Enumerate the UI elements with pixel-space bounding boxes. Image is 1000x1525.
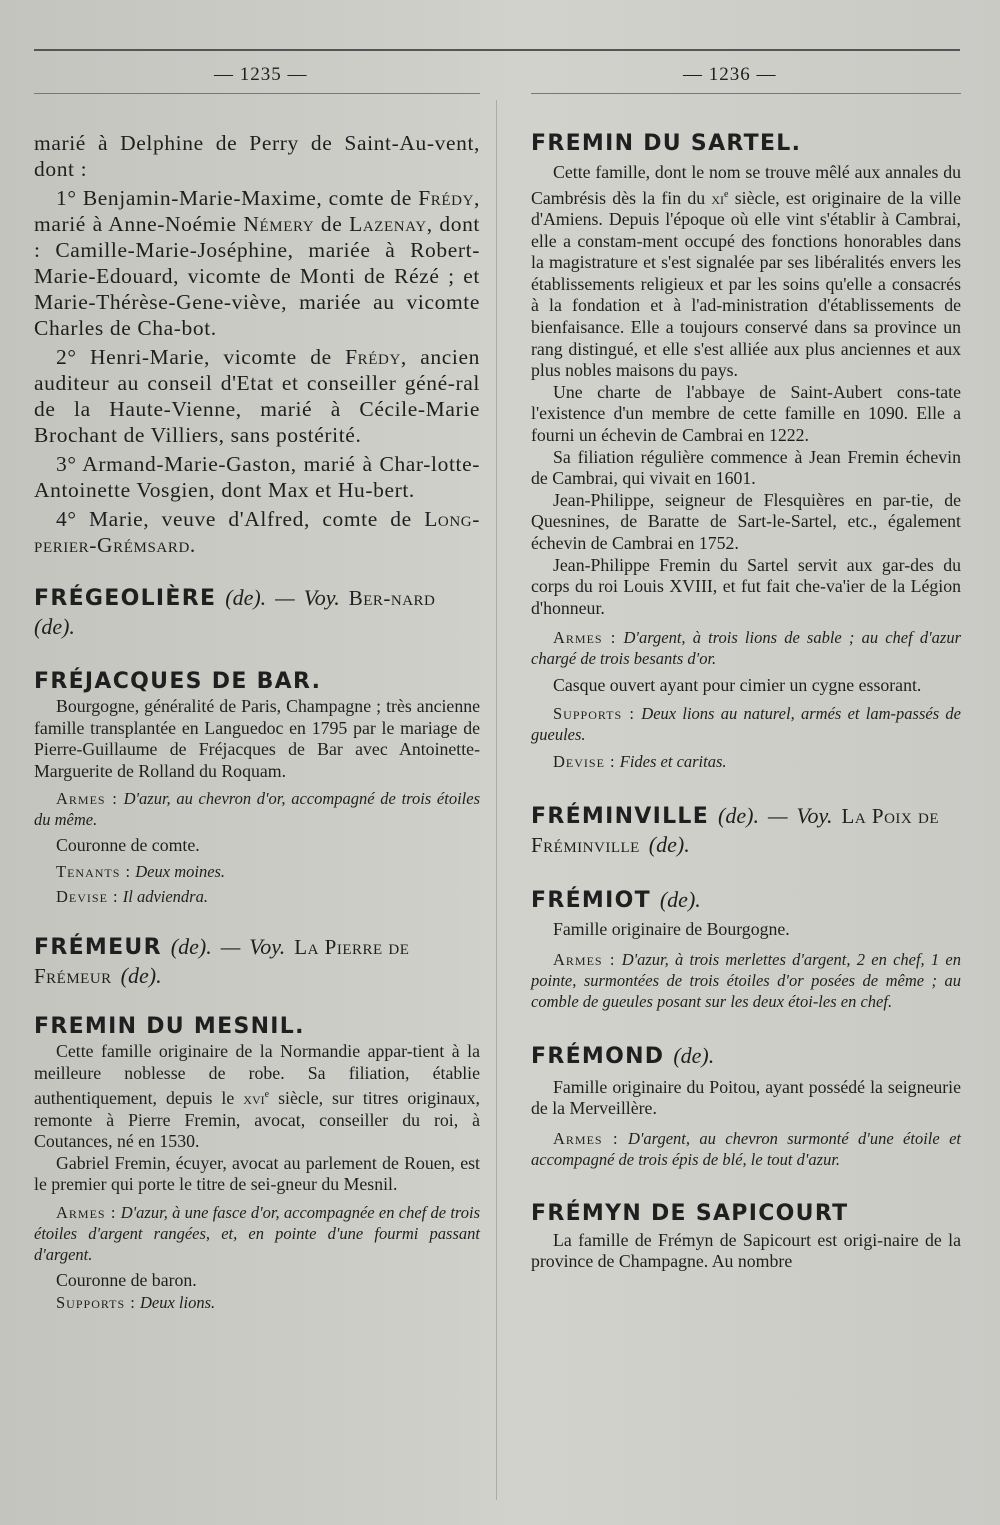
entry-text-fremond: Famille originaire du Poitou, ayant possédé la seigneurie de la Merveillère. bbox=[531, 1076, 961, 1119]
armes-fremond: Armes : D'argent, au chevron surmonté d'une étoile et accompagné de trois épis de blé, le tout d'azur. bbox=[531, 1128, 961, 1169]
entry-heading-fremond: FRÉMOND (de). bbox=[531, 1042, 715, 1069]
right-column bbox=[531, 130, 961, 1273]
entry-text-fremin-sartel-4: Jean-Philippe, seigneur de Flesquières en par-tie, de Quesnines, de Baratte de Sart-le-Sartel, etc., également échevin de Cambrai en 1752. bbox=[531, 489, 961, 554]
entry-heading-fremin-sartel: FREMIN DU SARTEL. bbox=[531, 131, 802, 156]
right-page-number: — 1236 — bbox=[683, 64, 777, 85]
entry-heading-frejacques: FRÉJACQUES DE BAR. bbox=[34, 669, 322, 694]
entry-heading-fremeur: FRÉMEUR (de). — Voy. La Pierre de Frémeur (de). bbox=[34, 933, 410, 988]
armes-frejacques: Armes : D'azur, au chevron d'or, accompagné de trois étoiles du même. bbox=[34, 789, 480, 830]
entry-heading-fremin-mesnil: FREMIN DU MESNIL. bbox=[34, 1013, 305, 1039]
armes-fremin-mesnil: Armes : D'azur, à une fasce d'or, accompagnée en chef de trois étoiles d'argent rangées, et, en pointe d'une fourmi passant d'argent. bbox=[34, 1203, 480, 1265]
left-header-rule bbox=[34, 93, 480, 94]
couronne-fremin-mesnil: Couronne de baron. bbox=[56, 1270, 197, 1291]
devise-fremin-sartel: Devise : Fides et caritas. bbox=[553, 751, 727, 771]
left-column bbox=[34, 130, 480, 1313]
child-item-2: 2° Henri-Marie, vicomte de Frédy, ancien auditeur au conseil d'Etat et conseiller géné-ral de la Haute-Vienne, marié à Cécile-Marie Brochant de Villiers, sans postérité. bbox=[34, 345, 480, 447]
left-page-number: — 1235 — bbox=[214, 64, 308, 85]
entry-heading-fregeoliere: FRÉGEOLIÈRE (de). — Voy. Ber-nard (de). bbox=[34, 585, 436, 639]
entry-text-frejacques: Bourgogne, généralité de Paris, Champagne ; très ancienne famille transplantée en Languedoc en 1795 par le mariage de Pierre-Guillaume de Fréjacques de Bar avec Antoinette-Marguerite de Rolland du Roquam. bbox=[34, 696, 480, 781]
entry-text-fremin-sartel-5: Jean-Philippe Fremin du Sartel servit aux gar-des du corps du roi Louis XVIII, et fut fait che-va'ier de la Légion d'honneur. bbox=[531, 554, 961, 618]
top-rule bbox=[34, 49, 960, 51]
tenants-frejacques: Tenants : Deux moines. bbox=[56, 861, 226, 881]
entry-text-fremin-mesnil-2: Gabriel Fremin, écuyer, avocat au parlement de Rouen, est le premier qui porte le titre de sei-gneur du Mesnil. bbox=[34, 1152, 480, 1195]
entry-heading-freminville: FRÉMINVILLE (de). — Voy. La Poix de Fréminville (de). bbox=[531, 802, 939, 857]
child-item-4: 4° Marie, veuve d'Alfred, comte de Long-perier-Grémsard. bbox=[34, 507, 480, 557]
entry-text-fremin-mesnil-1: Cette famille originaire de la Normandie appar-tient à la meilleure noblesse de robe. Sa filiation, établie authentiquement, depuis le xvi$^e$ siècle, sur titres originaux, remonte à Pierre Fremin, avocat, conseiller du roi, à Coutances, né en 1530. bbox=[34, 1040, 480, 1152]
child-item-1: 1° Benjamin-Marie-Maxime, comte de Frédy, marié à Anne-Noémie Némery de Lazenay, dont : Camille-Marie-Joséphine, mariée à Robert-Marie-Edouard, vicomte de Monti de Rézé ; et Marie-Thérèse-Gene-viève, mariée au vicomte Charles de Cha-bot. bbox=[34, 186, 481, 340]
entry-text-fremyn: La famille de Frémyn de Sapicourt est origi-naire de la province de Champagne. Au nombre bbox=[531, 1229, 961, 1272]
couronne-frejacques: Couronne de comte. bbox=[56, 835, 200, 856]
child-item-3: 3° Armand-Marie-Gaston, marié à Char-lotte-Antoinette Vosgien, dont Max et Hu-bert. bbox=[34, 452, 480, 502]
column-divider bbox=[496, 100, 497, 1500]
armes-fremiot: Armes : D'azur, à trois merlettes d'argent, 2 en chef, 1 en pointe, surmontées de trois étoiles d'or posées de même ; au comble de gueules posant sur les deux étoi-les en chef. bbox=[531, 949, 961, 1011]
right-header-rule bbox=[531, 93, 961, 94]
casque-fremin-sartel: Casque ouvert ayant pour cimier un cygne essorant. bbox=[553, 675, 922, 696]
entry-heading-fremiot: FRÉMIOT (de). bbox=[531, 886, 701, 913]
entry-text-fremin-sartel-3: Sa filiation régulière commence à Jean Fremin échevin de Cambrai, qui vivait en 1601. bbox=[531, 446, 961, 489]
entry-text-fremin-sartel-1: Cette famille, dont le nom se trouve mêlé aux annales du Cambrésis dès la fin du $xi^e$ siècle, est originaire de la ville d'Amiens. Depuis l'époque où elle vint s'établir à Cambrai, elle a constam-ment occupé des fonctions honorables dans la magistrature et s'est signalée par ses libéralités envers les établissements religieux et par les soins qu'elle a consacrés à la fondation et à l'ad-ministration d'établissements de bienfaisance. Elle a toujours conservé dans sa province un rang distingué, et elle s'est alliée aux plus anciennes et aux plus nobles maisons du pays. bbox=[531, 162, 961, 381]
supports-fremin-sartel: Supports : Deux lions au naturel, armés et lam-passés de gueules. bbox=[531, 703, 961, 744]
entry-text-fremin-sartel-2: Une charte de l'abbaye de Saint-Aubert cons-tate l'existence d'un membre de cette famille en 1090. Elle a fourni un échevin de Cambrai en 1222. bbox=[531, 381, 961, 446]
armes-fremin-sartel: Armes : D'argent, à trois lions de sable ; au chef d'azur chargé de trois besants d'or. bbox=[531, 628, 961, 669]
entry-text-fremiot: Famille originaire de Bourgogne. bbox=[553, 918, 790, 939]
paragraph-continuation: marié à Delphine de Perry de Saint-Au-vent, dont : bbox=[34, 131, 480, 181]
devise-frejacques: Devise : Il adviendra. bbox=[56, 886, 208, 906]
supports-fremin-mesnil: Supports : Deux lions. bbox=[56, 1292, 216, 1312]
entry-heading-fremyn: FRÉMYN DE SAPICOURT bbox=[531, 1200, 849, 1226]
